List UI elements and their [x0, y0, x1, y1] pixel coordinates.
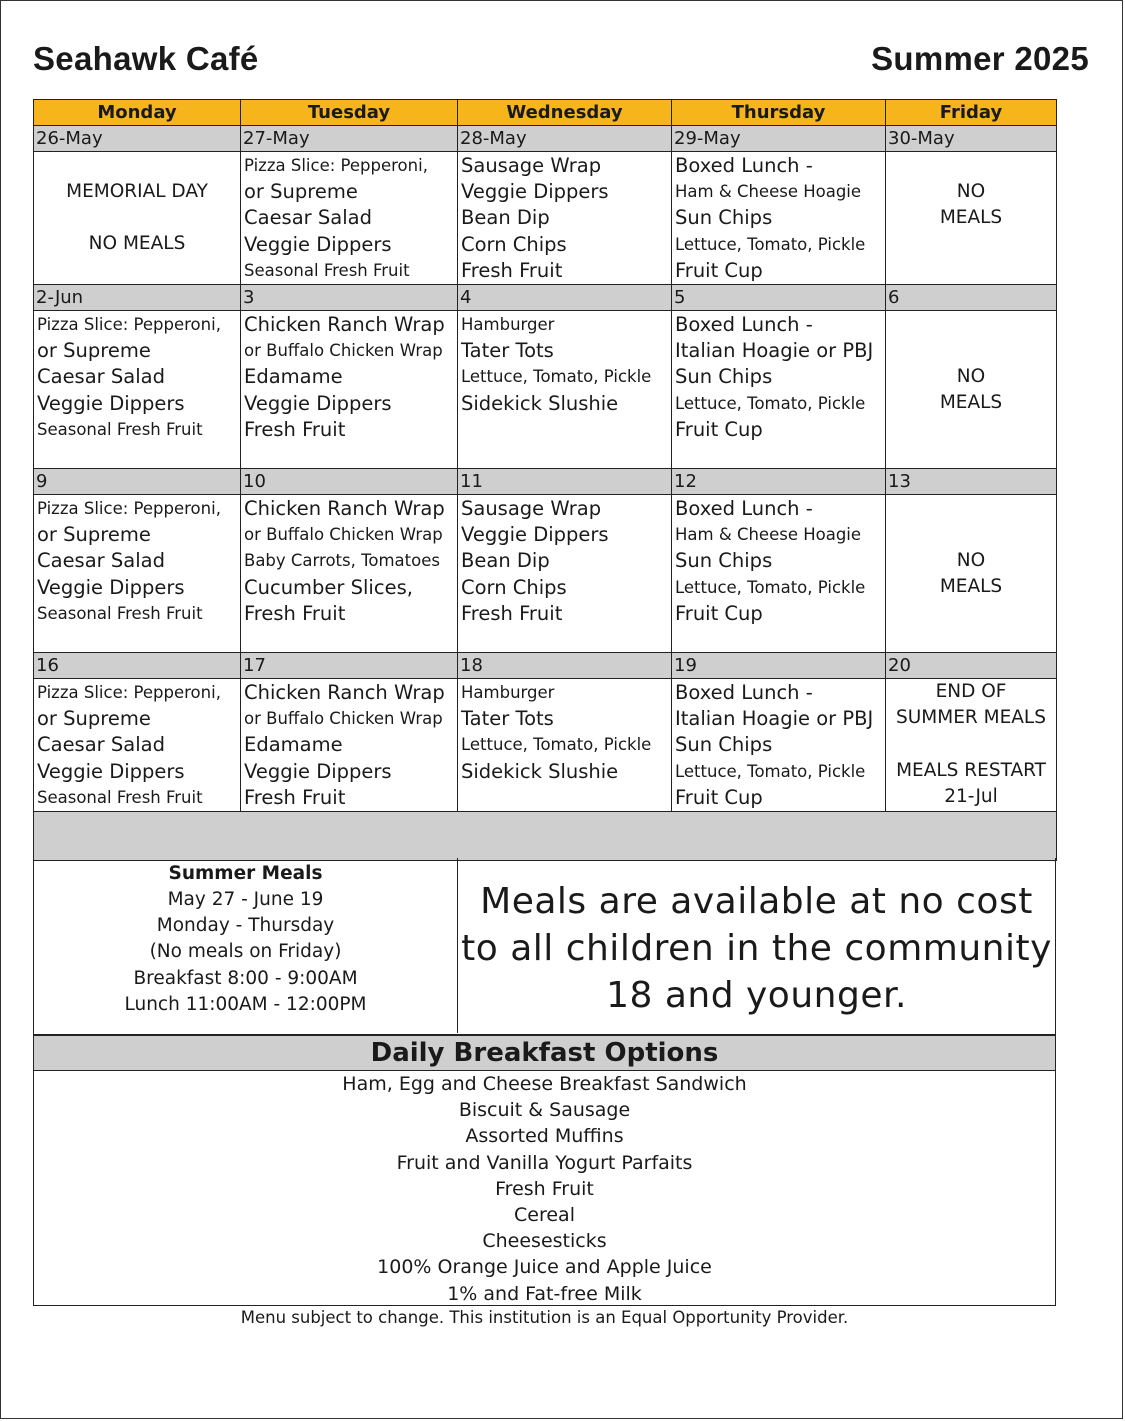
menu-item: Fruit Cup [675, 417, 763, 441]
date-friday: 30-May [886, 126, 1057, 152]
menu-cell-thursday [672, 494, 886, 652]
menu-item: Ham & Cheese Hoagie [675, 525, 862, 545]
menu-item: Boxed Lunch - [675, 154, 813, 177]
menu-item: Baby Carrots, Tomatoes [244, 551, 440, 571]
menu-row [34, 678, 1057, 811]
date-monday: 16 [34, 652, 241, 678]
menu-item: Corn Chips [461, 575, 567, 599]
menu-cell-friday [886, 494, 1057, 652]
date-tuesday: 17 [241, 652, 458, 678]
menu-item: Italian Hoagie or PBJ [675, 707, 874, 731]
menu-item: Caesar Salad [37, 733, 165, 757]
menu-item [34, 205, 240, 231]
menu-item: Fresh Fruit [461, 258, 563, 282]
menu-item: Veggie Dippers [37, 391, 185, 415]
menu-item: Bean Dip [461, 206, 550, 230]
weekday-header-row [34, 100, 1057, 126]
summer-meals-line: Breakfast 8:00 - 9:00AM [133, 967, 358, 989]
menu-item: Veggie Dippers [37, 575, 185, 599]
menu-item: Pizza Slice: Pepperoni, [37, 498, 221, 518]
menu-item: or Buffalo Chicken Wrap [244, 341, 443, 361]
spacer-row [34, 811, 1057, 860]
menu-item: Ham & Cheese Hoagie [675, 182, 862, 202]
date-monday: 9 [34, 468, 241, 494]
menu-cell-wednesday [458, 152, 672, 285]
menu-item: Cucumber Slices, [244, 575, 413, 599]
menu-item: Seasonal Fresh Fruit [244, 260, 410, 280]
menu-item: Hamburger [461, 682, 555, 702]
summer-meals-box [34, 858, 458, 1033]
menu-item: Hamburger [461, 314, 555, 334]
summer-meals-line: Monday - Thursday [156, 915, 335, 937]
date-wednesday: 4 [458, 284, 672, 310]
date-thursday: 12 [672, 468, 886, 494]
date-row [34, 126, 1057, 152]
summer-meals-line: (No meals on Friday) [149, 941, 342, 963]
menu-cell-monday [34, 494, 241, 652]
menu-item: Caesar Salad [37, 549, 165, 573]
menu-item: Tater Tots [461, 339, 554, 363]
menu-item: MEALS [939, 392, 1003, 414]
menu-item: END OF [935, 680, 1007, 702]
menu-item: Pizza Slice: Pepperoni, [37, 314, 221, 334]
menu-item: Lettuce, Tomato, Pickle [675, 234, 866, 254]
breakfast-list [33, 1070, 1056, 1306]
menu-cell-thursday [672, 310, 886, 468]
menu-item: Bean Dip [461, 549, 550, 573]
menu-cell-wednesday [458, 678, 672, 811]
menu-item: MEALS RESTART [896, 759, 1046, 781]
menu-item: Fresh Fruit [244, 601, 346, 625]
breakfast-heading: Daily Breakfast Options [33, 1035, 1056, 1071]
menu-item: Fruit Cup [675, 785, 763, 809]
no-cost-notice [458, 858, 1055, 1033]
date-friday: 6 [886, 284, 1057, 310]
date-tuesday: 3 [241, 284, 458, 310]
date-row [34, 652, 1057, 678]
menu-item: Sidekick Slushie [461, 391, 619, 415]
menu-item: Sausage Wrap [461, 496, 602, 520]
menu-item: Corn Chips [461, 232, 567, 256]
menu-item: Tater Tots [461, 707, 554, 731]
menu-item: Italian Hoagie or PBJ [675, 339, 874, 363]
date-thursday: 29-May [672, 126, 886, 152]
day-header-monday: Monday [34, 100, 241, 126]
menu-cell-tuesday [241, 310, 458, 468]
menu-cell-tuesday [241, 152, 458, 285]
date-row [34, 468, 1057, 494]
menu-item: Boxed Lunch - [675, 680, 813, 704]
menu-item: or Supreme [244, 180, 358, 204]
menu-item: or Supreme [37, 523, 151, 547]
menu-item: Fresh Fruit [244, 785, 346, 809]
menu-item: Chicken Ranch Wrap [244, 680, 445, 704]
menu-item: NO [956, 181, 986, 202]
spacer-cell [34, 811, 1057, 860]
date-monday: 2-Jun [34, 284, 241, 310]
menu-item: Lettuce, Tomato, Pickle [675, 577, 866, 597]
summer-meals-line: Lunch 11:00AM - 12:00PM [124, 993, 367, 1015]
notice-line: to all children in the community [461, 928, 1052, 969]
menu-cell-tuesday [241, 678, 458, 811]
notice-line: Meals are available at no cost [480, 881, 1033, 922]
menu-item: or Buffalo Chicken Wrap [244, 709, 443, 729]
breakfast-item: 100% Orange Juice and Apple Juice [377, 1256, 712, 1279]
menu-item: Caesar Salad [37, 365, 165, 389]
menu-item: Sun Chips [675, 549, 773, 573]
date-friday: 20 [886, 652, 1057, 678]
menu-cell-tuesday [241, 494, 458, 652]
breakfast-item: Cereal [514, 1204, 575, 1227]
menu-cell-wednesday [458, 494, 672, 652]
date-thursday: 5 [672, 284, 886, 310]
menu-calendar [33, 99, 1057, 861]
menu-item: Veggie Dippers [244, 232, 392, 256]
menu-item: MEMORIAL DAY [66, 181, 208, 202]
date-tuesday: 27-May [241, 126, 458, 152]
date-wednesday: 18 [458, 652, 672, 678]
menu-cell-friday [886, 152, 1057, 285]
menu-item: MEALS [939, 207, 1003, 229]
menu-item: Veggie Dippers [461, 523, 609, 547]
menu-item: Sausage Wrap [461, 154, 602, 177]
breakfast-item: 1% and Fat-free Milk [447, 1282, 642, 1305]
menu-item: Seasonal Fresh Fruit [37, 419, 203, 439]
menu-row [34, 310, 1057, 468]
menu-cell-monday [34, 678, 241, 811]
info-panel [33, 858, 1056, 1035]
menu-cell-thursday [672, 678, 886, 811]
menu-item: Caesar Salad [244, 206, 372, 230]
menu-cell-thursday [672, 152, 886, 285]
menu-cell-wednesday [458, 310, 672, 468]
menu-item: MEALS [939, 576, 1003, 598]
menu-item: or Buffalo Chicken Wrap [244, 525, 443, 545]
menu-item: Seasonal Fresh Fruit [37, 603, 203, 623]
menu-item: Sun Chips [675, 365, 773, 389]
menu-cell-monday [34, 310, 241, 468]
breakfast-item: Cheesesticks [482, 1230, 607, 1253]
date-monday: 26-May [34, 126, 241, 152]
menu-item: NO [956, 365, 986, 387]
breakfast-item: Biscuit & Sausage [458, 1099, 631, 1122]
menu-item: Lettuce, Tomato, Pickle [461, 735, 652, 755]
menu-item: Veggie Dippers [461, 180, 609, 204]
season-title: Summer 2025 [871, 40, 1089, 77]
menu-item: Fruit Cup [675, 258, 763, 282]
day-header-tuesday: Tuesday [241, 100, 458, 126]
menu-item [886, 731, 1056, 757]
menu-item: Lettuce, Tomato, Pickle [461, 367, 652, 387]
breakfast-item: Fruit and Vanilla Yogurt Parfaits [396, 1151, 693, 1174]
footer-disclaimer: Menu subject to change. This institution is an Equal Opportunity Provider. [240, 1308, 849, 1327]
summer-meals-line: May 27 - June 19 [167, 889, 324, 910]
menu-item: Edamame [244, 365, 343, 389]
menu-item: Edamame [244, 733, 343, 757]
date-thursday: 19 [672, 652, 886, 678]
menu-item: Sidekick Slushie [461, 759, 619, 783]
menu-item: Pizza Slice: Pepperoni, [244, 156, 428, 175]
breakfast-item: Fresh Fruit [495, 1177, 594, 1200]
date-wednesday: 11 [458, 468, 672, 494]
menu-row [34, 152, 1057, 285]
menu-item: Lettuce, Tomato, Pickle [675, 761, 866, 781]
breakfast-item: Ham, Egg and Cheese Breakfast Sandwich [342, 1073, 747, 1095]
date-wednesday: 28-May [458, 126, 672, 152]
date-tuesday: 10 [241, 468, 458, 494]
day-header-wednesday: Wednesday [458, 100, 672, 126]
menu-item: Fresh Fruit [244, 417, 346, 441]
menu-item: NO MEALS [88, 233, 186, 255]
menu-item: Veggie Dippers [37, 759, 185, 783]
date-friday: 13 [886, 468, 1057, 494]
menu-row [34, 494, 1057, 652]
cafe-title: Seahawk Café [33, 40, 259, 77]
menu-item: 21-Jul [944, 785, 998, 807]
menu-item: NO [956, 549, 986, 571]
menu-item: Chicken Ranch Wrap [244, 312, 445, 336]
menu-item: Sun Chips [675, 733, 773, 757]
notice-line: 18 and younger. [606, 975, 907, 1016]
breakfast-item: Assorted Muffins [465, 1125, 624, 1148]
menu-item: Seasonal Fresh Fruit [37, 787, 203, 807]
menu-item: Pizza Slice: Pepperoni, [37, 682, 221, 702]
summer-meals-heading: Summer Meals [168, 863, 323, 884]
day-header-friday: Friday [886, 100, 1057, 126]
day-header-thursday: Thursday [672, 100, 886, 126]
menu-cell-friday [886, 310, 1057, 468]
date-row [34, 284, 1057, 310]
menu-item: Veggie Dippers [244, 759, 392, 783]
menu-item: Fruit Cup [675, 601, 763, 625]
menu-item: SUMMER MEALS [896, 707, 1046, 729]
menu-item: Boxed Lunch - [675, 312, 813, 336]
menu-item: Veggie Dippers [244, 391, 392, 415]
menu-item: or Supreme [37, 707, 151, 731]
menu-item: or Supreme [37, 339, 151, 363]
menu-item: Lettuce, Tomato, Pickle [675, 393, 866, 413]
menu-cell-monday [34, 152, 241, 285]
menu-item: Sun Chips [675, 206, 773, 230]
menu-item: Chicken Ranch Wrap [244, 496, 445, 520]
menu-cell-friday [886, 678, 1057, 811]
menu-item: Fresh Fruit [461, 601, 563, 625]
menu-item: Boxed Lunch - [675, 496, 813, 520]
